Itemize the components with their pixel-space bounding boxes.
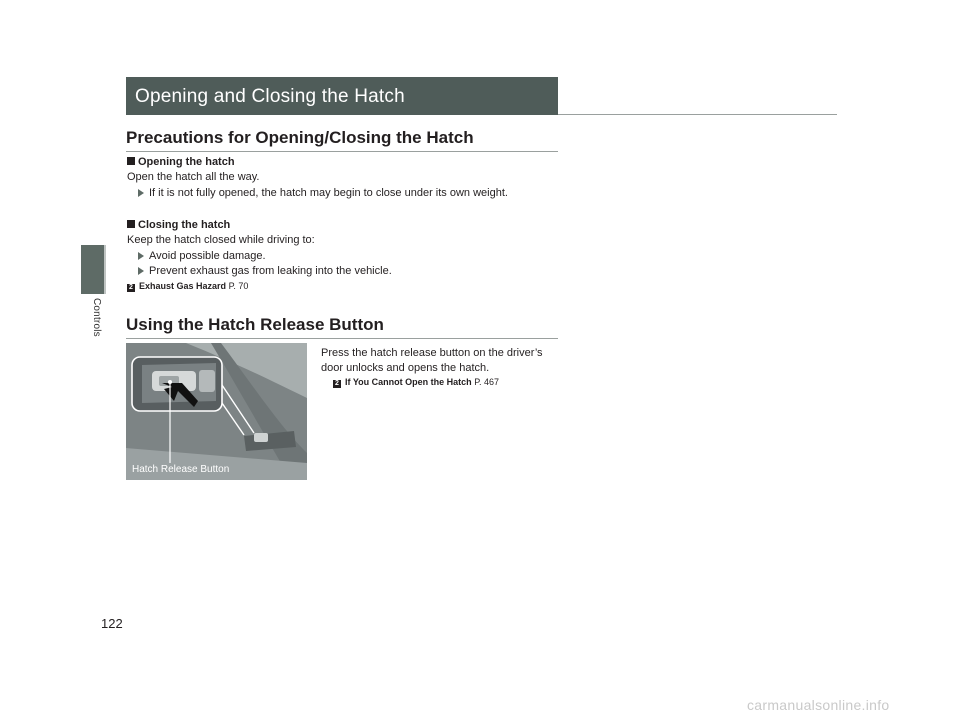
section-heading-precautions: Precautions for Opening/Closing the Hatch bbox=[126, 128, 474, 147]
subheading-closing: Closing the hatch bbox=[127, 218, 230, 232]
closing-bullet-1: Avoid possible damage. bbox=[138, 249, 266, 263]
section-rule bbox=[126, 338, 558, 339]
release-text-line-1: Press the hatch release button on the driver’s bbox=[321, 347, 543, 359]
door-panel-illustration bbox=[126, 343, 307, 480]
figure-caption: Hatch Release Button bbox=[132, 464, 230, 475]
cross-reference-cannot-open[interactable]: 2 If You Cannot Open the Hatch P. 467 bbox=[333, 375, 499, 389]
watermark: carmanualsonline.info bbox=[747, 697, 890, 713]
arrow-bullet-icon bbox=[138, 189, 144, 197]
opening-bullet: If it is not fully opened, the hatch may begin to close under its own weight. bbox=[138, 186, 508, 200]
arrow-bullet-icon bbox=[138, 267, 144, 275]
opening-text: Open the hatch all the way. bbox=[127, 171, 260, 183]
square-bullet-icon bbox=[127, 220, 135, 228]
closing-bullet-2: Prevent exhaust gas from leaking into the vehicle. bbox=[138, 264, 392, 278]
arrow-bullet-icon bbox=[138, 252, 144, 260]
square-bullet-icon bbox=[127, 157, 135, 165]
hatch-release-button-illustration bbox=[126, 343, 307, 480]
section-rule bbox=[126, 151, 558, 152]
side-tab-edge bbox=[104, 245, 106, 294]
section-heading-release-button: Using the Hatch Release Button bbox=[126, 315, 384, 334]
page-number: 122 bbox=[101, 616, 123, 631]
reference-icon: 2 bbox=[333, 380, 341, 388]
side-tab-label: Controls bbox=[91, 298, 102, 337]
page-title: Opening and Closing the Hatch bbox=[135, 86, 405, 107]
closing-text: Keep the hatch closed while driving to: bbox=[127, 234, 315, 246]
release-text-line-2: door unlocks and opens the hatch. bbox=[321, 362, 490, 374]
title-rule bbox=[558, 114, 837, 115]
reference-icon: 2 bbox=[127, 284, 135, 292]
side-tab-marker bbox=[81, 245, 104, 294]
cross-reference-exhaust[interactable]: 2 Exhaust Gas Hazard P. 70 bbox=[127, 279, 248, 293]
subheading-opening: Opening the hatch bbox=[127, 155, 235, 169]
